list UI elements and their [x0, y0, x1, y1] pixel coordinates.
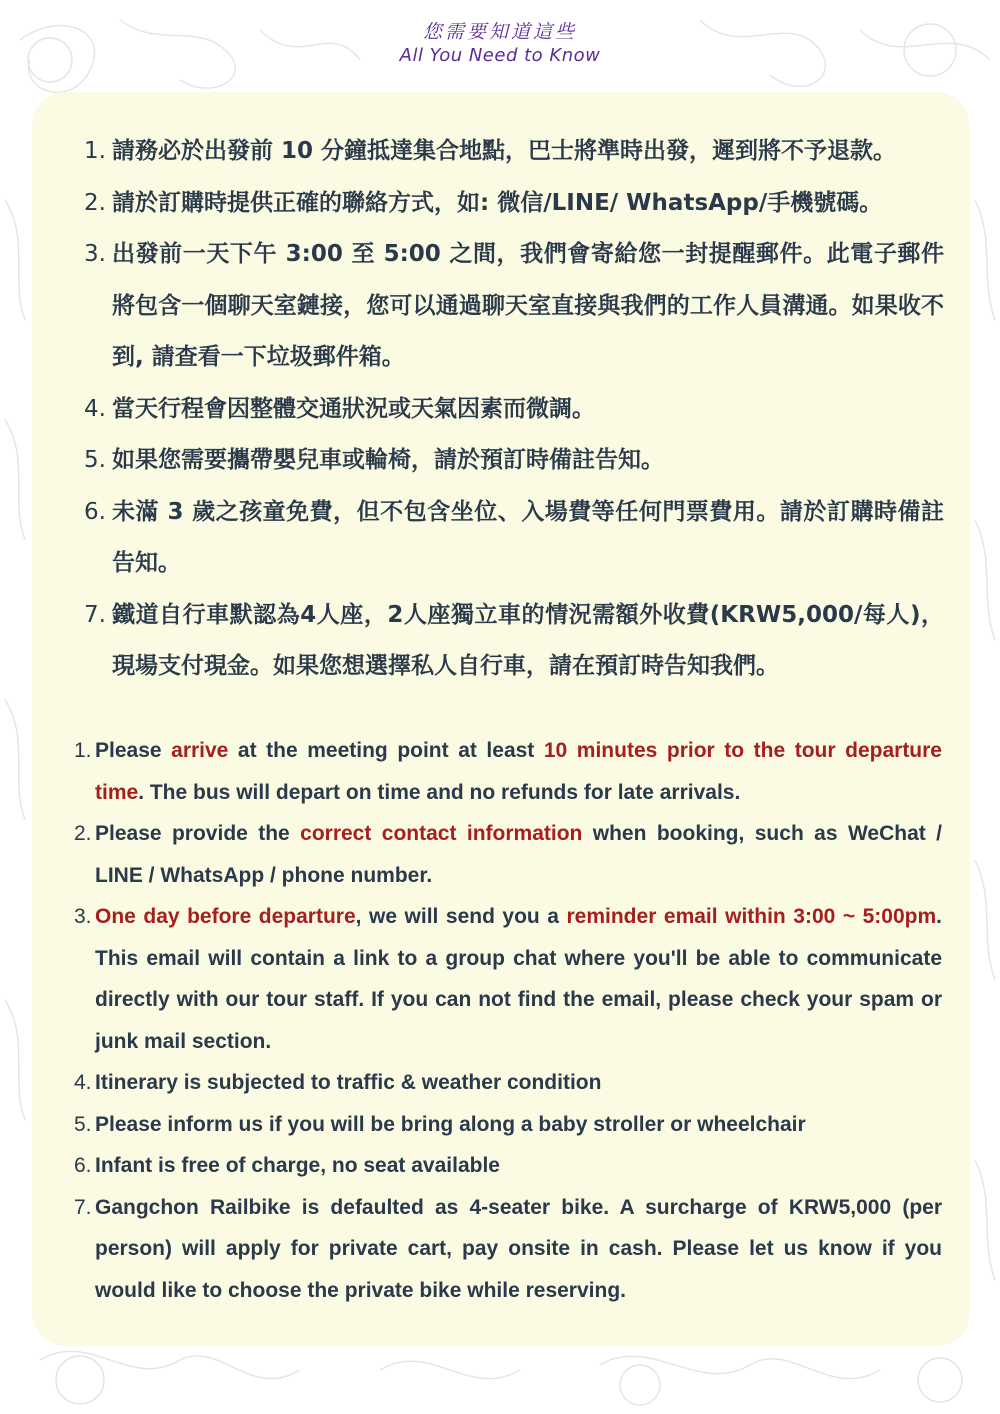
list-item-number: 5.	[84, 447, 106, 473]
list-item	[74, 1187, 942, 1312]
highlight-text: One day before departure	[95, 905, 356, 928]
list-item-number: 5.	[74, 1112, 92, 1136]
title-chinese: 您需要知道這些	[422, 21, 577, 43]
text-segment: Please provide the	[95, 822, 301, 845]
list-item-number: 1.	[74, 739, 92, 762]
highlight-text: 10 minutes prior to the tour departure time	[95, 739, 942, 804]
list-item	[74, 590, 944, 693]
list-item-number: 3.	[74, 905, 92, 928]
list-item-text: 當天行程會因整體交通狀況或天氣因素而微調。	[112, 395, 595, 422]
list-item-text: Infant is free of charge, no seat available	[95, 1154, 500, 1177]
list-item	[74, 896, 942, 1062]
list-item-text: Please inform us if you will be bring along a baby stroller or wheelchair	[95, 1112, 806, 1136]
list-item-text: 鐵道自行車默認為4人座，2人座獨立車的情況需額外收費(KRW5,000/每人)，現場支付現金。如果您想選擇私人自行車，請在預訂時告知我們。	[112, 601, 944, 679]
list-item-number: 7.	[84, 601, 106, 628]
english-notice-list	[74, 730, 942, 1311]
list-item-number: 2.	[74, 822, 92, 845]
list-item	[74, 435, 944, 487]
list-item-text: 請務必於出發前 10 分鐘抵達集合地點，巴士將準時出發，遲到將不予退款。	[112, 138, 897, 164]
list-item-number: 1.	[84, 138, 106, 164]
list-item	[74, 126, 944, 178]
list-item-number: 7.	[74, 1195, 92, 1219]
text-segment: . This email will contain a link to a group chat where you'll be able to communicate directly with our tour staff. If you can not find the email, please check your spam or junk mail section.	[95, 905, 942, 1053]
list-item	[74, 1062, 942, 1104]
list-item	[74, 487, 944, 590]
list-item-number: 2.	[84, 189, 106, 216]
list-item-number: 4.	[84, 395, 106, 422]
list-item	[74, 384, 944, 436]
list-item-text	[95, 813, 942, 896]
text-segment: . The bus will depart on time and no refunds for late arrivals.	[138, 780, 741, 804]
list-item-number: 6.	[84, 498, 106, 525]
list-item-number: 4.	[74, 1071, 92, 1094]
list-item	[74, 813, 942, 896]
list-item	[74, 1145, 942, 1187]
list-item-number: 3.	[84, 241, 106, 267]
list-item-text: 如果您需要攜帶嬰兒車或輪椅，請於預訂時備註告知。	[112, 447, 664, 473]
title-english: All You Need to Know	[399, 45, 601, 66]
list-item	[74, 730, 942, 813]
text-segment: at the meeting point at least	[228, 739, 544, 762]
list-item-text: 未滿 3 歲之孩童免費，但不包含坐位、入場費等任何門票費用。請於訂購時備註告知。	[112, 498, 944, 576]
list-item-text	[95, 896, 942, 1062]
text-segment: Please	[95, 739, 172, 762]
list-item	[74, 178, 944, 230]
list-item-text	[95, 730, 942, 813]
highlight-text: correct contact information	[300, 822, 583, 845]
list-item-text: 請於訂購時提供正確的聯絡方式，如: 微信/LINE/ WhatsApp/手機號碼。	[112, 189, 883, 216]
text-segment: when booking, such as WeChat / LINE / WhatsApp / phone number.	[95, 822, 942, 887]
highlight-text: arrive	[171, 739, 229, 762]
header	[0, 20, 1000, 68]
list-item-text: Gangchon Railbike is defaulted as 4-seater bike. A surcharge of KRW5,000 (per person) will apply for private cart, pay onsite in cash. Please let us know if you would like to choose the private bike while reserving.	[95, 1195, 942, 1302]
list-item-number: 6.	[74, 1154, 92, 1177]
chinese-notice-list	[74, 126, 944, 693]
list-item-text: 出發前一天下午 3:00 至 5:00 之間，我們會寄給您一封提醒郵件。此電子郵件將包含一個聊天室鏈接，您可以通過聊天室直接與我們的工作人員溝通。如果收不到, 請查看一下垃圾郵件箱。	[112, 241, 944, 370]
list-item	[74, 229, 944, 384]
list-item-text: Itinerary is subjected to traffic & weather condition	[95, 1071, 602, 1094]
list-item	[74, 1104, 942, 1146]
text-segment: , we will send you a	[355, 905, 567, 928]
highlight-text: reminder email within 3:00 ~ 5:00pm	[566, 905, 937, 928]
